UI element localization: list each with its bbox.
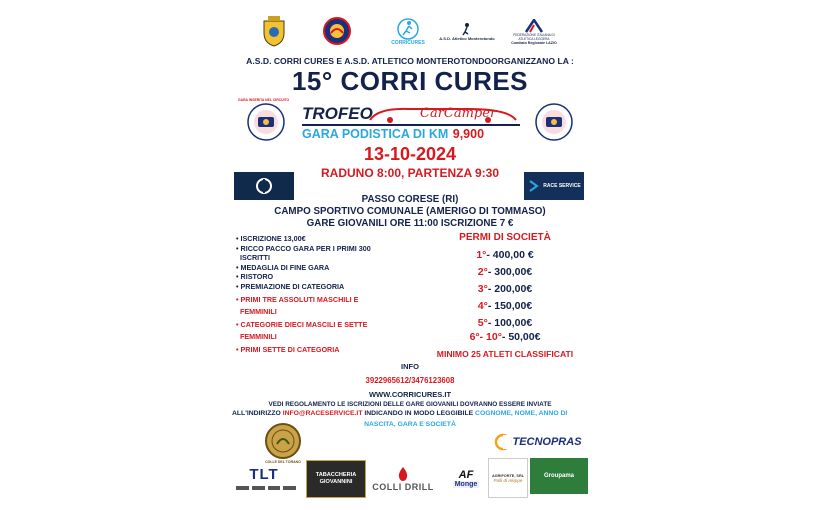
list-item: • PREMIAZIONE DI CATEGORIA <box>236 281 345 291</box>
raduno-line: RADUNO 8:00, PARTENZA 9:30 <box>320 166 500 180</box>
list-item: • RISTORO <box>236 272 274 282</box>
gara-line <box>302 125 532 143</box>
info-phones: 3922965612/3476123608 <box>365 376 455 385</box>
corricures-logo <box>388 14 428 50</box>
info-website[interactable]: WWW.CORRICURES.IT <box>368 390 452 399</box>
tabaccheria-logo: TABACCHERIA GIOVANNINI <box>306 460 366 498</box>
groupama-logo: Groupama <box>530 458 588 494</box>
prizes-minimum: MINIMO 25 ATLETI CLASSIFICATI <box>436 349 574 359</box>
list-item: FEMMINILI <box>240 332 277 342</box>
location-line-1: PASSO CORESE (RI) <box>361 194 459 205</box>
location-line-3: GARE GIOVANILI ORE 11:00 ISCRIZIONE 7 € <box>306 218 514 229</box>
prizes-title: PERMI DI SOCIETÀ <box>459 232 551 243</box>
gara-label: GARA PODISTICA DI KM <box>302 127 449 141</box>
location-line-2: CAMPO SPORTIVO COMUNALE (AMERIGO DI TOMMASO) <box>274 206 546 217</box>
corricures-logo-text: CORRICURES <box>391 40 425 46</box>
trofeo-label: TROFEO <box>302 104 373 123</box>
prize-row: 3°- 200,00€ <box>477 283 533 295</box>
fidal-sub: Comitato Regionale LAZIO <box>511 41 557 45</box>
circuit-badge-left-text: GARA INSERITA NEL CIRCUITO <box>238 98 290 102</box>
tlt-sub-brands <box>236 486 296 492</box>
fidal-logo <box>506 14 562 50</box>
tecnopras-logo <box>492 430 584 454</box>
colli-drill-logo: COLLI DRILL <box>368 462 438 496</box>
list-item: • CATEGORIE DIECI MASCILI E SETTE <box>236 319 368 329</box>
comune-crest-icon <box>260 14 288 48</box>
list-item: • RICCO PACCO GARA PER I PRIMI 300 <box>236 243 371 253</box>
reg-line-1: VEDI REGOLAMENTO LE ISCRIZIONI DELLE GARE GIOVANILI DOVRANNO ESSERE INVIATE <box>268 401 552 408</box>
list-item: ISCRITTI <box>240 253 270 263</box>
prize-row: 4°- 150,00€ <box>477 300 533 312</box>
fidal-text: FEDERAZIONE ITALIANA DI ATLETICA LEGGERA <box>513 33 555 41</box>
monterotondo-logo-text: A.S.D. Atletico Monterotondo <box>439 35 495 41</box>
atletico-logo-icon <box>322 16 352 46</box>
list-item: FEMMINILI <box>240 307 277 317</box>
race-service-text: RACE SERVICE <box>543 183 581 189</box>
features-list <box>236 234 371 355</box>
sponsor-script: CarCamper <box>420 106 497 121</box>
prize-row: 5°- 100,00€ <box>477 317 533 329</box>
race-poster <box>230 0 590 510</box>
list-item: • MEDAGLIA DI FINE GARA <box>236 262 330 272</box>
info-label: INFO <box>401 362 419 371</box>
olive-oil-text: COLLE DEL TORANO <box>265 460 301 464</box>
olive-oil-logo <box>264 422 302 460</box>
circuit-badge-right <box>534 102 574 142</box>
info-email[interactable]: INFO@RACESERVICE.IT <box>282 410 363 417</box>
list-item: • PRIMI TRE ASSOLUTI MASCHILI E <box>236 294 359 304</box>
list-item: • PRIMI SETTE DI CATEGORIA <box>236 344 340 354</box>
list-item: • ISCRIZIONE 13,00€ <box>236 234 306 243</box>
monterotondo-logo <box>436 20 498 42</box>
page-title: 15° CORRI CURES <box>291 66 529 96</box>
prizes-panel <box>430 232 580 362</box>
race-date: 13-10-2024 <box>363 144 457 164</box>
reg-line-3: NASCITA, GARA E SOCIETÀ <box>364 421 456 428</box>
af-monge-logo: AF Monge <box>454 468 478 488</box>
trofeo-row <box>302 104 522 126</box>
tlt-logo: TLT <box>249 465 279 483</box>
prize-row: 2°- 300,00€ <box>477 266 533 278</box>
prize-row: 1°- 400,00 € <box>476 249 534 261</box>
circuit-badge-left <box>246 102 286 142</box>
tecnopras-text: TECNOPRAS <box>512 436 582 448</box>
reg-line-2: ALL'INDIRIZZO INFO@RACESERVICE.IT INDICANDO IN MODO LEGGIBILE COGNOME, NOME, ANNO DI <box>232 410 568 417</box>
organizers-line: A.S.D. CORRI CURES E A.S.D. ATLETICO MONTEROTONDOORGANIZZANO LA : <box>246 56 574 66</box>
prize-row: 6°- 10°- 50,00€ <box>469 331 541 343</box>
gara-distance: 9,900 <box>452 127 485 141</box>
agriforte-logo: AGRIFORTE, SRL Polli di Aleppe <box>488 458 528 498</box>
